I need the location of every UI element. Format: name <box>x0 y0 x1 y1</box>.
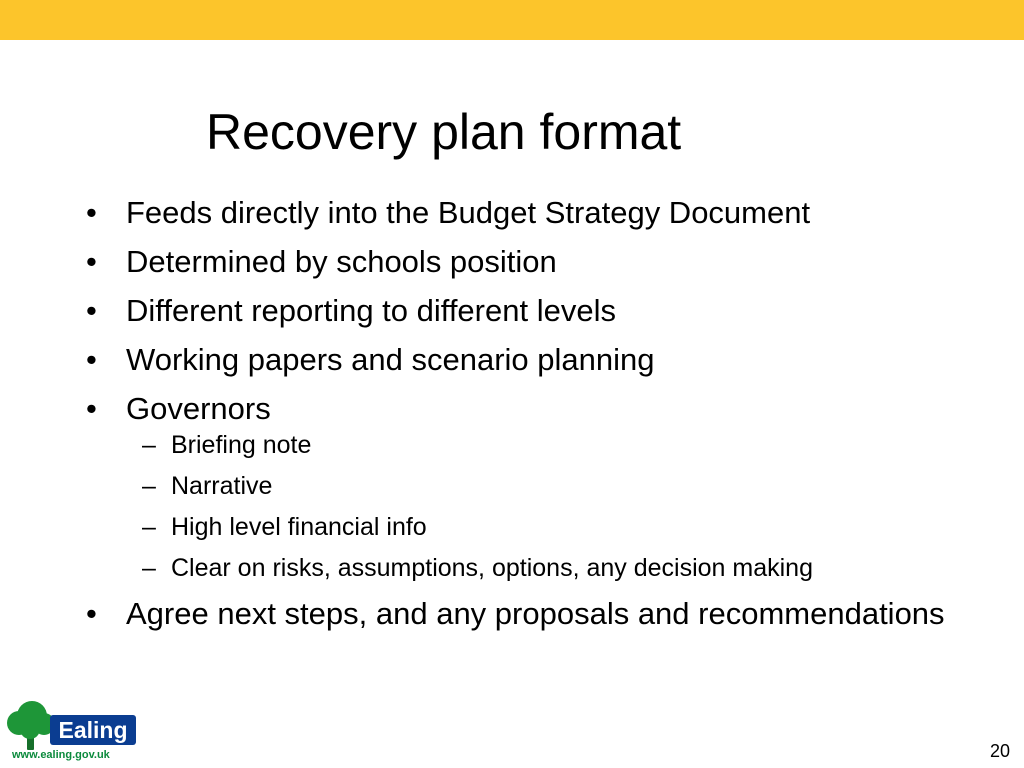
bullet-item <box>80 291 960 330</box>
bullet-mark: • <box>86 293 97 328</box>
bullet-text: Feeds directly into the Budget Strategy Document <box>126 195 811 230</box>
sub-bullet-mark: – <box>142 554 156 582</box>
sub-bullet-mark: – <box>142 513 156 541</box>
bullet-item-governors <box>80 389 960 584</box>
bullet-mark: • <box>86 342 97 377</box>
sub-bullet-mark: – <box>142 431 156 459</box>
bullet-item <box>80 242 960 281</box>
bullet-item <box>80 594 960 633</box>
bullet-item <box>80 340 960 379</box>
bullet-mark: • <box>86 195 97 230</box>
bullet-list <box>80 193 960 643</box>
bullet-mark: • <box>86 244 97 279</box>
sub-bullet-text: Briefing note <box>171 431 312 459</box>
ealing-logo <box>2 696 142 768</box>
sub-bullet-item <box>126 471 960 502</box>
sub-bullet-list <box>126 430 960 584</box>
bullet-mark: • <box>86 391 97 426</box>
sub-bullet-mark: – <box>142 472 156 500</box>
sub-bullet-text: Clear on risks, assumptions, options, any decision making <box>171 554 813 582</box>
logo-url: www.ealing.gov.uk <box>12 749 110 761</box>
sub-bullet-item <box>126 512 960 543</box>
bullet-text: Working papers and scenario planning <box>126 342 655 377</box>
bullet-text: Determined by schools position <box>126 244 557 279</box>
bullet-item <box>80 193 960 232</box>
bullet-mark: • <box>86 596 97 631</box>
page-number: 20 <box>989 741 1010 761</box>
bullet-text: Agree next steps, and any proposals and recommendations <box>126 596 945 631</box>
sub-bullet-text: High level financial info <box>171 513 427 541</box>
sub-bullet-text: Narrative <box>171 472 273 500</box>
slide-title: Recovery plan format <box>206 104 682 160</box>
bullet-text: Different reporting to different levels <box>126 293 616 328</box>
logo-wordmark: Ealing <box>50 715 136 745</box>
bullet-text: Governors <box>126 391 271 426</box>
sub-bullet-item <box>126 553 960 584</box>
sub-bullet-item <box>126 430 960 461</box>
top-accent-bar <box>0 0 1024 40</box>
